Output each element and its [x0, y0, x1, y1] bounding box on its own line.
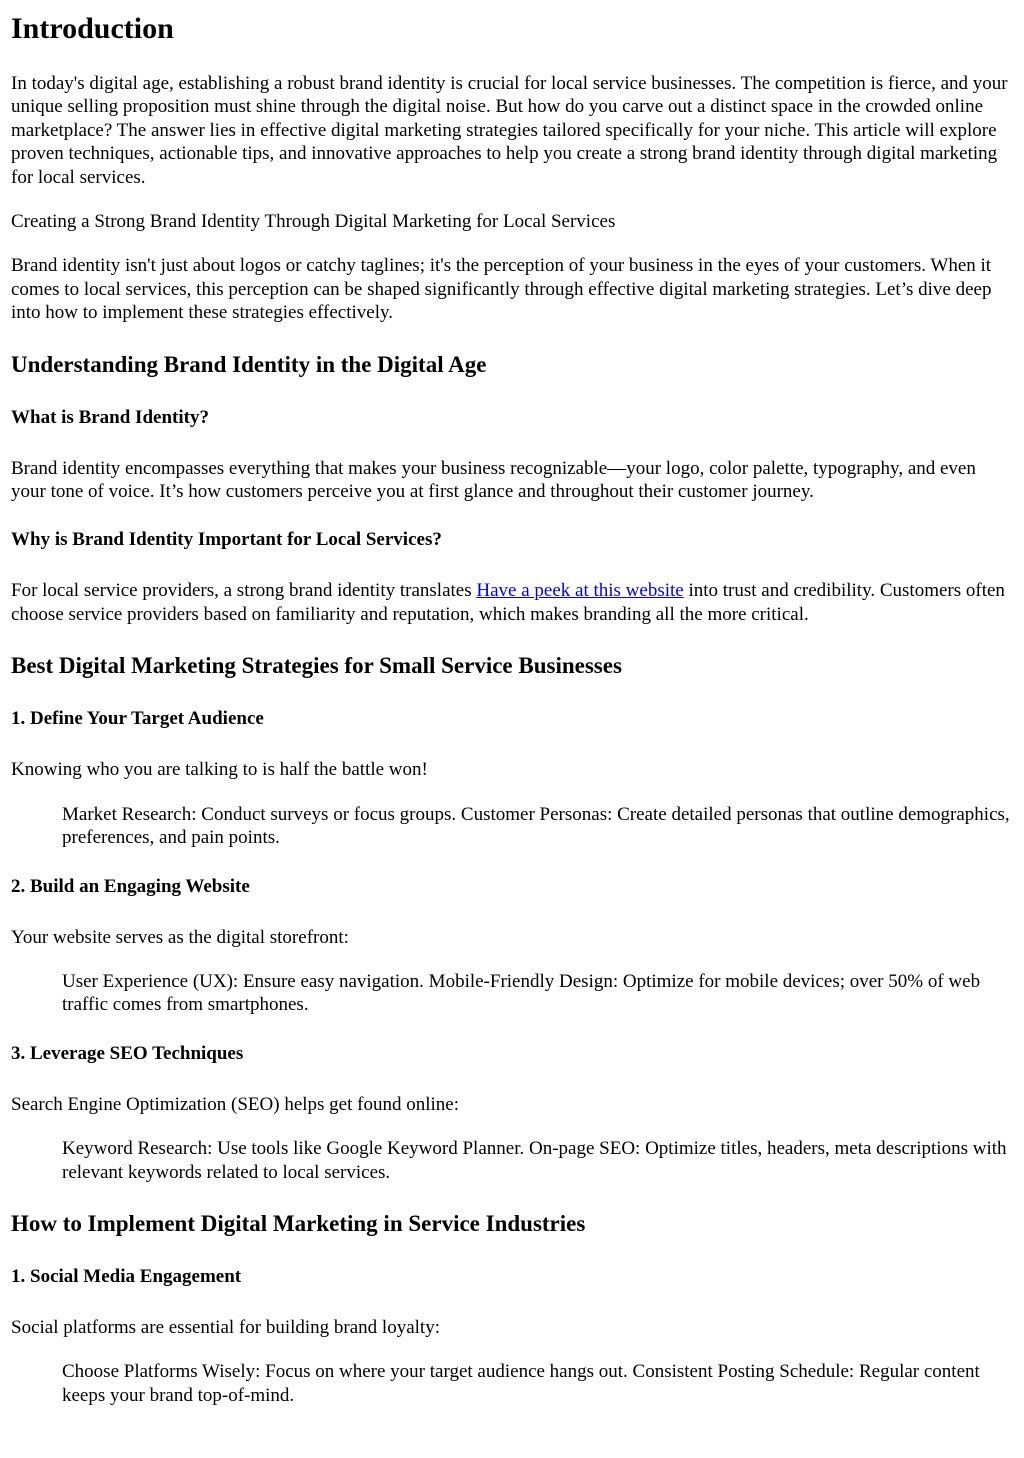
- why-text-after: into trust and credibility. Customers often choose service providers based on familiarity and reputation, which makes branding all the more critical.: [11, 580, 1005, 625]
- what-is-brand-identity-heading: What is Brand Identity?: [11, 406, 209, 428]
- strategies-heading: Best Digital Marketing Strategies for Small Service Businesses: [11, 653, 622, 679]
- why-brand-identity-text: [11, 579, 1014, 626]
- implement-heading: How to Implement Digital Marketing in Service Industries: [11, 1210, 586, 1236]
- website-link[interactable]: Have a peek at this website: [476, 580, 684, 602]
- strategy-2-heading: 2. Build an Engaging Website: [11, 875, 250, 897]
- implement-1-intro: Social platforms are essential for building brand loyalty:: [11, 1316, 440, 1338]
- strategy-3-intro: Search Engine Optimization (SEO) helps get found online:: [11, 1093, 459, 1115]
- strategy-2-quote: User Experience (UX): Ensure easy navigation. Mobile-Friendly Design: Optimize for mobile devices; over 50% of web traffic comes from smartphones.: [62, 970, 981, 1016]
- strategy-3-heading: 3. Leverage SEO Techniques: [11, 1042, 244, 1064]
- implement-1-heading: 1. Social Media Engagement: [11, 1265, 242, 1287]
- what-is-brand-identity-text: Brand identity encompasses everything that makes your business recognizable—your logo, color palette, typography, and even your tone of voice. It’s how customers perceive you at first glance and throughout their customer journey.: [11, 457, 976, 503]
- intro-paragraph: In today's digital age, establishing a robust brand identity is crucial for local service businesses. The competition is fierce, and your unique selling proposition must shine through the digital noise. But how do you carve out a distinct space in the crowded online marketplace? The answer lies in effective digital marketing strategies tailored specifically for your niche. This article will explore proven techniques, actionable tips, and innovative approaches to help you create a strong brand identity through digital marketing for local services.: [11, 73, 1008, 188]
- why-text-before: For local service providers, a strong brand identity translates: [11, 580, 477, 602]
- strategy-1-quote: Market Research: Conduct surveys or focus groups. Customer Personas: Create detailed personas that outline demographics, preferences, and pain points.: [62, 803, 1010, 849]
- why-brand-identity-heading: Why is Brand Identity Important for Local Services?: [11, 529, 442, 551]
- strategy-1-intro: Knowing who you are talking to is half the battle won!: [11, 759, 428, 781]
- strategy-2-intro: Your website serves as the digital storefront:: [11, 926, 349, 948]
- article: [0, 12, 1024, 1407]
- implement-1-quote: Choose Platforms Wisely: Focus on where your target audience hangs out. Consistent Posting Schedule: Regular content keeps your brand top-of-mind.: [62, 1361, 980, 1406]
- article-subtitle: Creating a Strong Brand Identity Through Digital Marketing for Local Services: [11, 211, 616, 233]
- intro-paragraph-2: Brand identity isn't just about logos or catchy taglines; it's the perception of your business in the eyes of your customers. When it comes to local services, this perception can be shaped significantly through effective digital marketing strategies. Let’s dive deep into how to implement these strategies effectively.: [11, 255, 992, 324]
- intro-heading: Introduction: [11, 12, 174, 45]
- strategy-1-heading: 1. Define Your Target Audience: [11, 708, 264, 730]
- strategy-3-quote: Keyword Research: Use tools like Google Keyword Planner. On-page SEO: Optimize titles, headers, meta descriptions with relevant keywords related to local services.: [62, 1138, 1007, 1183]
- understanding-heading: Understanding Brand Identity in the Digital Age: [11, 351, 487, 377]
